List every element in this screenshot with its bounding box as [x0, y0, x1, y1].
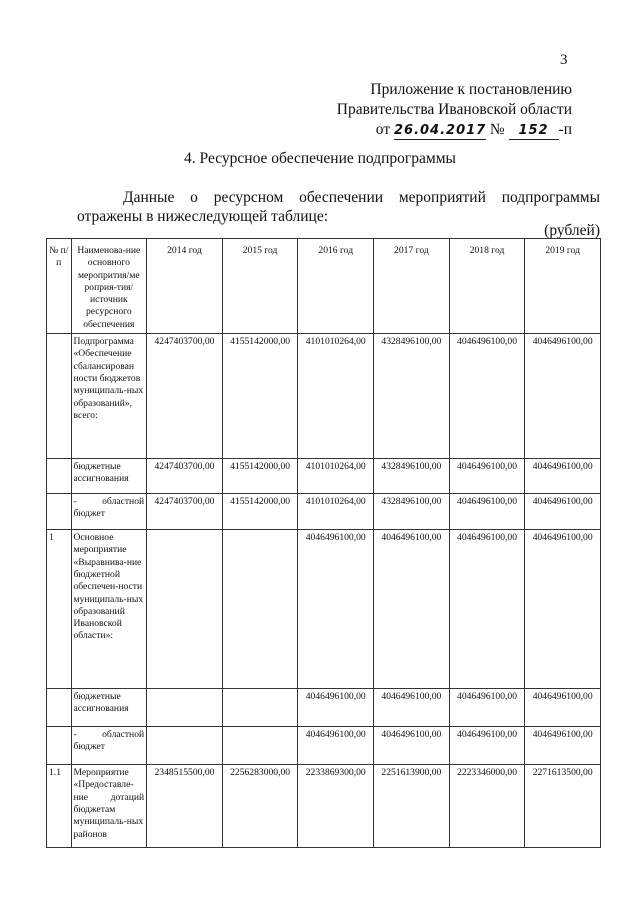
row-name: - областной бюджет: [71, 727, 147, 765]
row-name: Подпрограмма «Обеспечение сбалансирован ности бюджетов муниципаль-ных образований», всего:: [71, 334, 147, 459]
row-number: [47, 494, 72, 530]
row-value: 4046496100,00: [525, 494, 601, 530]
row-number: [47, 459, 72, 494]
row-value: 4155142000,00: [222, 459, 298, 494]
header-name: Наименова-ние основного меропрития/ме роприя-тия/источник ресурсного обеспечения: [71, 239, 147, 334]
row-value: 4046496100,00: [449, 459, 525, 494]
table-row: [47, 727, 601, 765]
header-year: 2016 год: [298, 239, 374, 334]
intro-line-1: Данные о ресурсном обеспечении мероприятий подпрограммы: [123, 189, 600, 206]
row-number: [47, 334, 72, 459]
row-value: 4046496100,00: [449, 334, 525, 459]
row-value: [147, 530, 223, 689]
row-value: 4046496100,00: [525, 689, 601, 727]
row-value: 4046496100,00: [525, 530, 601, 689]
row-value: 4046496100,00: [298, 530, 374, 689]
appendix-line-2: Правительства Ивановской области: [336, 101, 572, 118]
header-year: 2017 год: [374, 239, 450, 334]
row-number: [47, 689, 72, 727]
row-value: 4046496100,00: [374, 727, 450, 765]
header-year: 2015 год: [222, 239, 298, 334]
row-number: [47, 727, 72, 765]
row-value: 2271613500,00: [525, 765, 601, 848]
decree-date: 26.04.2017: [393, 123, 487, 138]
row-value: [222, 530, 298, 689]
row-value: [222, 727, 298, 765]
row-number: 1.1: [47, 765, 72, 848]
row-value: 4101010264,00: [298, 494, 374, 530]
row-value: 4328496100,00: [374, 494, 450, 530]
decree-number: 152: [509, 123, 559, 140]
appendix-header: [337, 80, 572, 140]
row-value: 4155142000,00: [222, 334, 298, 459]
page-number: 3: [560, 52, 568, 68]
row-value: 2348515500,00: [147, 765, 223, 848]
resource-table: [46, 238, 601, 848]
row-value: 2223346000,00: [449, 765, 525, 848]
header-no: № п/п: [47, 239, 72, 334]
header-year: 2014 год: [147, 239, 223, 334]
table-row: [47, 689, 601, 727]
row-value: 4046496100,00: [374, 530, 450, 689]
row-value: 4328496100,00: [374, 334, 450, 459]
row-number: 1: [47, 530, 72, 689]
table-header-row: [47, 239, 601, 334]
number-label: №: [489, 121, 505, 138]
appendix-line-3: [337, 120, 572, 140]
row-value: [222, 689, 298, 727]
row-value: 4247403700,00: [147, 494, 223, 530]
row-name: бюджетные ассигнования: [71, 459, 147, 494]
row-value: 4247403700,00: [147, 334, 223, 459]
row-value: 4155142000,00: [222, 494, 298, 530]
row-value: 4046496100,00: [525, 459, 601, 494]
table-row: [47, 494, 601, 530]
row-name: Мероприятие «Предоставле-ние дотаций бюджетам муниципаль-ных районов: [71, 765, 147, 848]
row-name: - областной бюджет: [71, 494, 147, 530]
row-value: 4247403700,00: [147, 459, 223, 494]
row-name: Основное мероприятие «Выравнива-ние бюджетной обеспечен-ности муниципаль-ных образований Ивановской области»:: [71, 530, 147, 689]
row-value: 4046496100,00: [449, 689, 525, 727]
row-value: 4046496100,00: [525, 727, 601, 765]
row-value: [147, 727, 223, 765]
intro-line-2: отражены в нижеследующей таблице:: [77, 208, 329, 225]
row-value: 2256283000,00: [222, 765, 298, 848]
header-year: 2019 год: [525, 239, 601, 334]
appendix-line-1: Приложение к постановлению: [370, 81, 572, 98]
row-value: 4101010264,00: [298, 459, 374, 494]
table-row: [47, 530, 601, 689]
number-suffix: -п: [558, 121, 572, 138]
table-row: [47, 459, 601, 494]
row-name: бюджетные ассигнования: [71, 689, 147, 727]
row-value: 4328496100,00: [374, 459, 450, 494]
row-value: 4046496100,00: [298, 689, 374, 727]
header-year: 2018 год: [449, 239, 525, 334]
table-row: [47, 334, 601, 459]
row-value: [147, 689, 223, 727]
row-value: 2233869300,00: [298, 765, 374, 848]
row-value: 4046496100,00: [374, 689, 450, 727]
row-value: 4046496100,00: [525, 334, 601, 459]
intro-paragraph: [77, 188, 600, 226]
row-value: 4046496100,00: [449, 494, 525, 530]
row-value: 4046496100,00: [449, 530, 525, 689]
row-value: 4046496100,00: [298, 727, 374, 765]
from-label: от: [375, 121, 391, 138]
row-value: 4101010264,00: [298, 334, 374, 459]
section-title: 4. Ресурсное обеспечение подпрограммы: [184, 150, 456, 167]
row-value: 2251613900,00: [374, 765, 450, 848]
row-value: 4046496100,00: [449, 727, 525, 765]
units-label: (рублей): [544, 222, 600, 239]
table-row: [47, 765, 601, 848]
